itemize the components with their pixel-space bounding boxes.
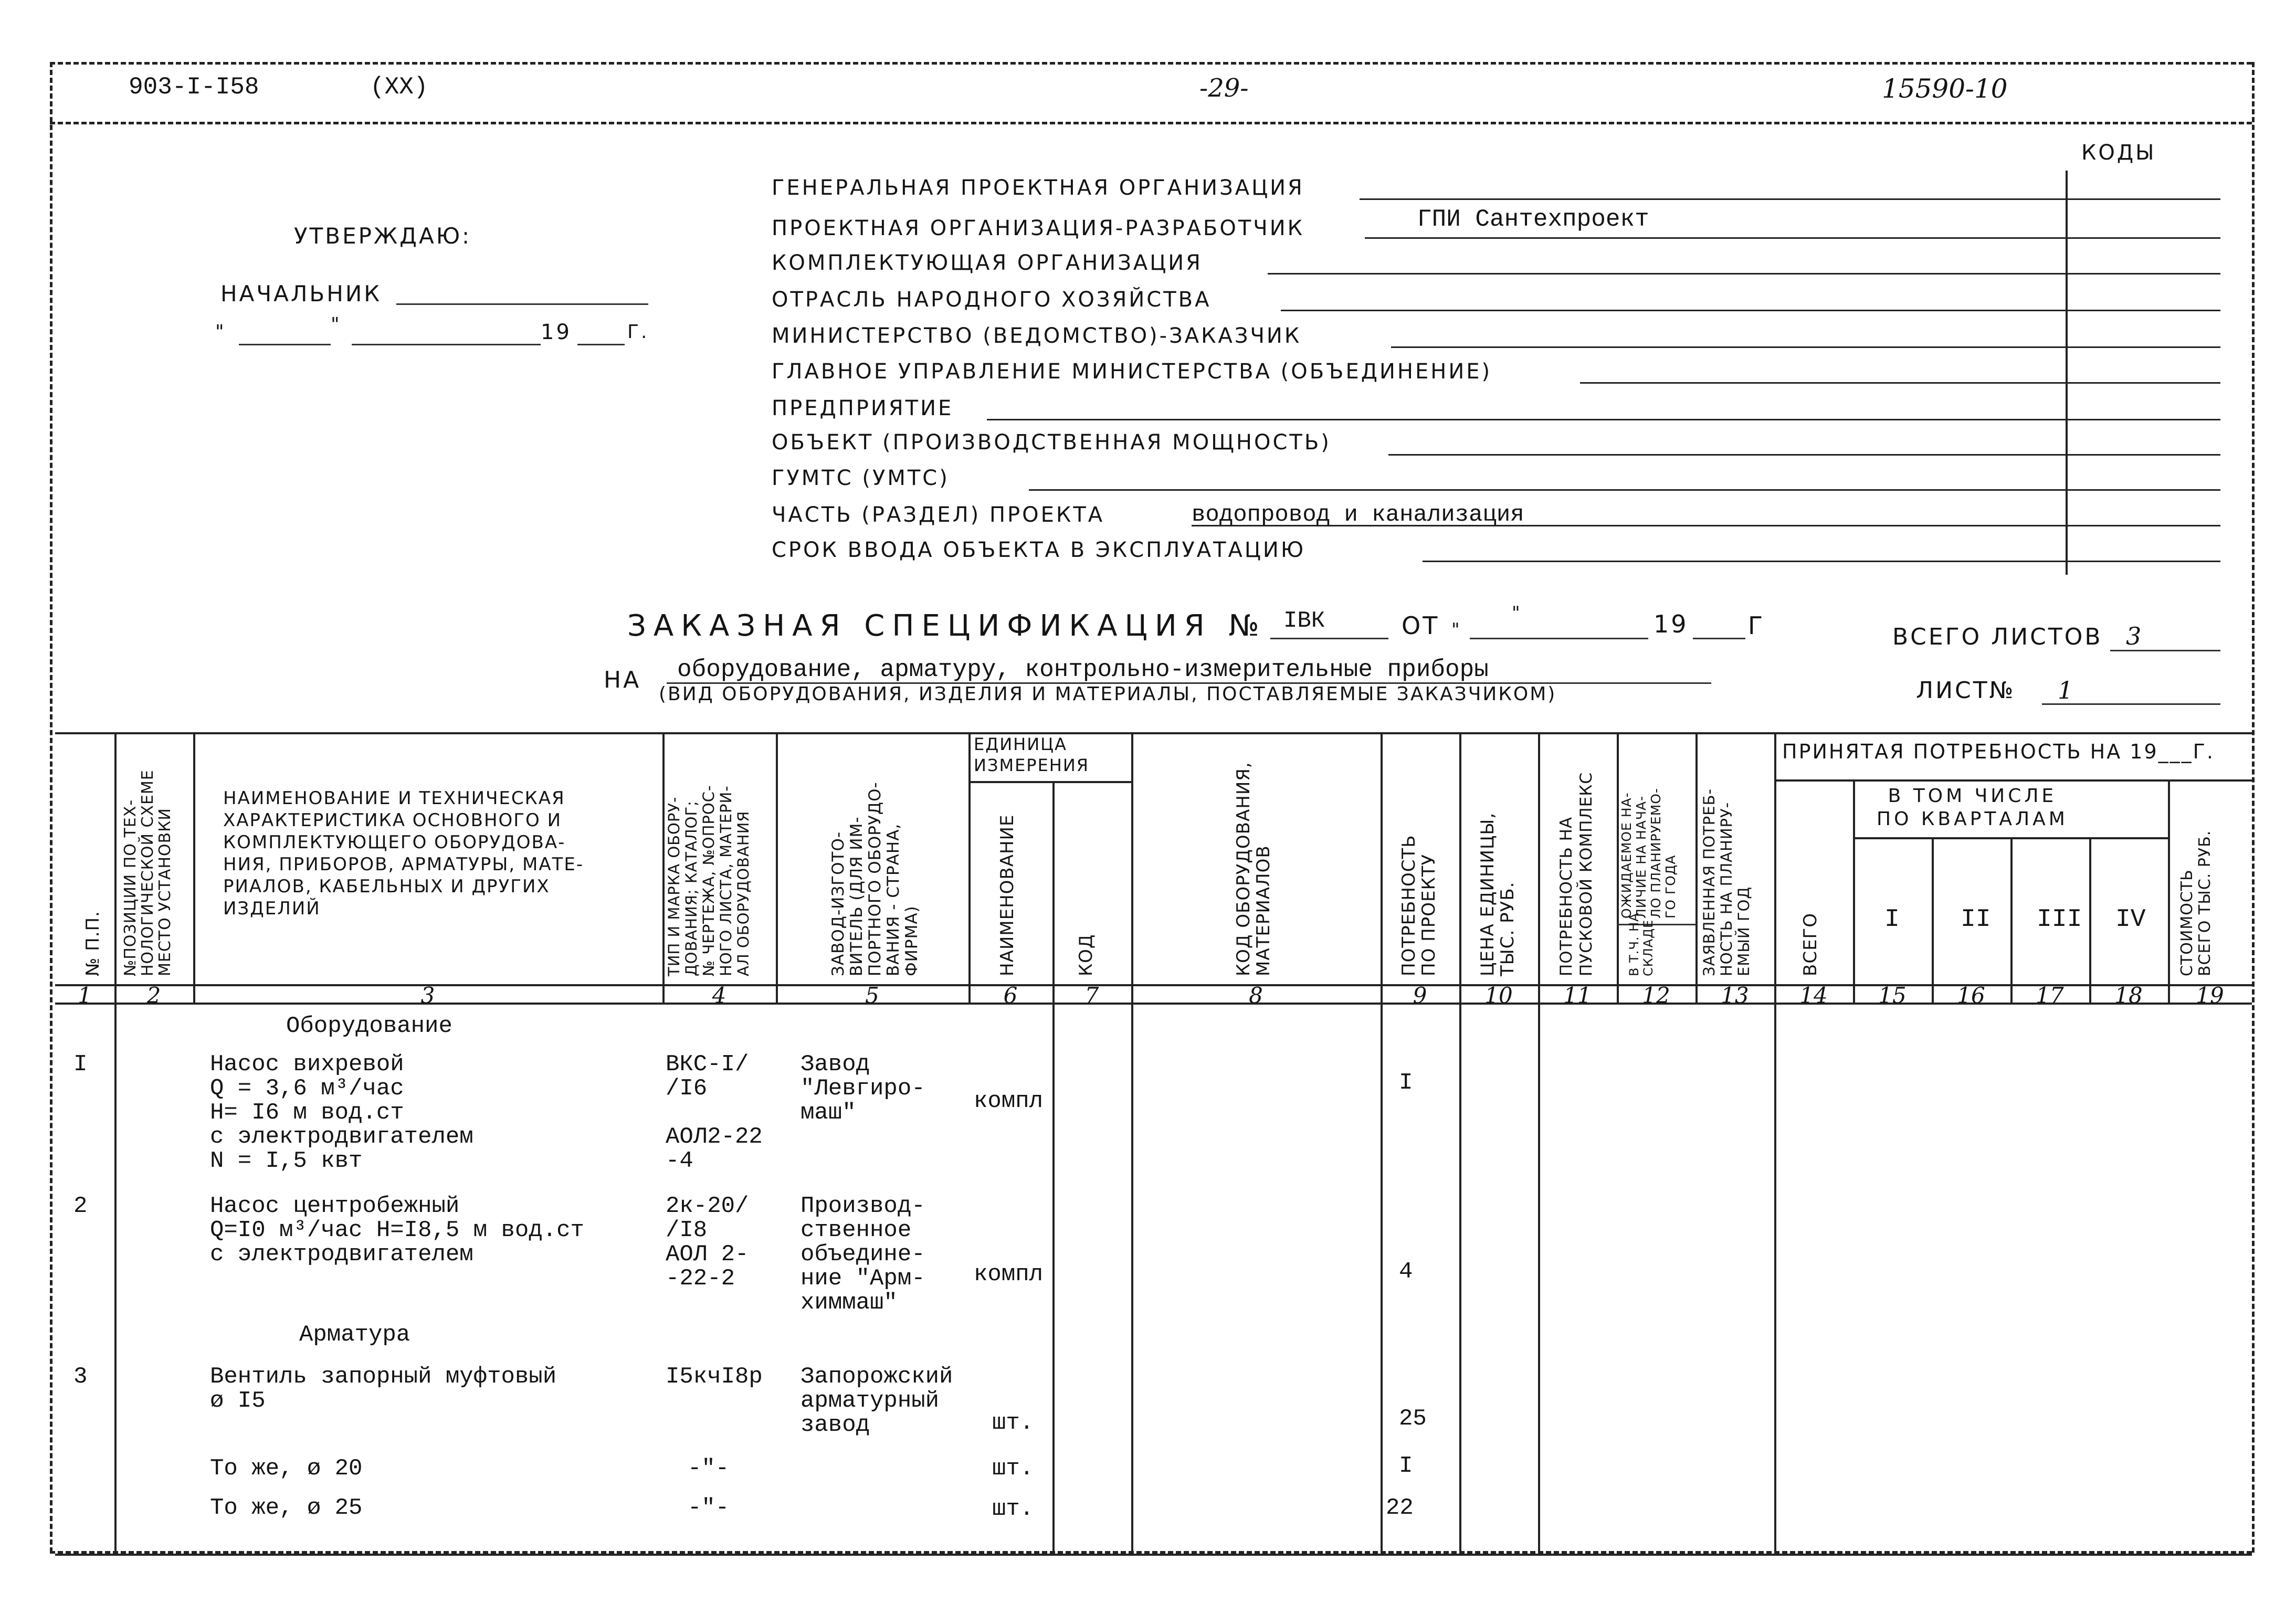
- field-ministry-label: МИНИСТЕРСТВО (ВЕДОМСТВО)-ЗАКАЗЧИК: [772, 324, 1302, 348]
- colnum-11: 11: [1563, 983, 1592, 1008]
- colnum-9: 9: [1413, 983, 1427, 1008]
- accepted-header-divider: [1774, 779, 2252, 782]
- row-3-quantity: 25: [1399, 1406, 1427, 1432]
- col-divider-2: [193, 732, 195, 1003]
- album-code: (XX): [370, 73, 428, 101]
- spec-subject-note: (ВИД ОБОРУДОВАНИЯ, ИЗДЕЛИЯ И МАТЕРИАЛЫ, ПОСТАВЛЯЕМЫЕ ЗАКАЗЧИКОМ): [659, 683, 1557, 705]
- row-2-unit: компл: [974, 1261, 1044, 1288]
- row-1-number: I: [73, 1051, 88, 1078]
- colnum-2: 2: [146, 983, 161, 1008]
- date-day-line: [239, 344, 331, 345]
- colnum-10: 10: [1484, 983, 1513, 1008]
- row-2-type: 2к-20/ /I8 АОЛ 2- -22-2: [666, 1193, 749, 1292]
- row-1-quantity: I: [1399, 1070, 1413, 1096]
- frame-top-border: [50, 62, 2252, 65]
- colnum-17: 17: [2036, 983, 2064, 1008]
- field-enterprise-line: [987, 419, 2220, 420]
- colnum-1: 1: [78, 983, 92, 1008]
- chief-label: НАЧАЛЬНИК: [220, 281, 382, 307]
- row-3-number: 3: [73, 1364, 88, 1390]
- header-c19: СТОИМОСТЬ ВСЕГО ТЫС. РУБ.: [2178, 830, 2214, 976]
- table-top-border: [55, 732, 2252, 734]
- date-year-line: [577, 344, 625, 345]
- date-year-prefix: 19: [541, 320, 572, 344]
- field-supplier-org-label: КОМПЛЕКТУЮЩАЯ ОРГАНИЗАЦИЯ: [772, 251, 1203, 275]
- spec-year-prefix: 19: [1653, 610, 1689, 638]
- col-divider-4: [776, 732, 778, 1003]
- header-q2: II: [1961, 905, 1991, 934]
- header-c13: ЗАЯВЛЕННАЯ ПОТРЕБ- НОСТЬ НА ПЛАНИРУ- ЕМЫЙ ГОД: [1700, 788, 1753, 976]
- header-c10: ЦЕНА ЕДИНИЦЫ, ТЫС. РУБ.: [1477, 812, 1518, 976]
- header-c5: ЗАВОД-ИЗГОТО- ВИТЕЛЬ (ДЛЯ ИМ- ПОРТНОГО ОБОРУДО- ВАНИЯ - СТРАНА, ФИРМА): [829, 782, 921, 976]
- field-object-label: ОБЪЕКТ (ПРОИЗВОДСТВЕННАЯ МОЩНОСТЬ): [772, 430, 1331, 455]
- field-project-part-label: ЧАСТЬ (РАЗДЕЛ) ПРОЕКТА: [772, 503, 1105, 527]
- header-unit: ЕДИНИЦА ИЗМЕРЕНИЯ: [974, 734, 1090, 775]
- col-divider-1: [114, 732, 117, 1554]
- row-2-number: 2: [73, 1193, 88, 1219]
- spec-title: ЗАКАЗНАЯ СПЕЦИФИКАЦИЯ №: [627, 609, 1267, 643]
- row-3-unit: шт.: [992, 1410, 1034, 1436]
- row-1-type: ВКС-I/ /I6 АОЛ2-22 -4: [666, 1051, 763, 1174]
- header-c8: КОД ОБОРУДОВАНИЯ, МАТЕРИАЛОВ: [1233, 762, 1274, 976]
- total-sheets-line: [2110, 650, 2220, 651]
- colnum-3: 3: [420, 983, 435, 1008]
- row-1-unit: компл: [974, 1088, 1044, 1114]
- header-c14: ВСЕГО: [1800, 912, 1821, 976]
- colnum-5: 5: [865, 983, 879, 1008]
- spec-date-open-quote: ": [1451, 619, 1462, 640]
- spec-number-line: [1270, 638, 1388, 639]
- colnum-4: 4: [712, 983, 726, 1008]
- header-c9: ПОТРЕБНОСТЬ ПО ПРОЕКТУ: [1398, 835, 1439, 976]
- col-divider-3: [662, 732, 665, 1003]
- header-c4: ТИП И МАРКА ОБОРУ- ДОВАНИЯ; КАТАЛОГ; № ЧЕРТЕЖА, №ОПРОС- НОГО ЛИСТА, МАТЕРИ- АЛ ОБОРУДОВАНИЯ: [665, 785, 752, 976]
- row-3-type: I5кчI8р: [666, 1364, 763, 1390]
- spec-from-label: ОТ: [1402, 611, 1440, 640]
- col-divider-8: [1381, 732, 1383, 1554]
- row-5-unit: шт.: [992, 1496, 1034, 1522]
- field-project-part-line: [1192, 525, 2220, 526]
- row-1-maker: Завод "Левгиро- маш": [801, 1051, 925, 1126]
- header-c1: № П.П.: [82, 911, 103, 976]
- codes-label: КОДЫ: [2081, 141, 2156, 165]
- colnum-7: 7: [1084, 983, 1099, 1008]
- spec-date-line: [1470, 638, 1648, 639]
- header-quarters: В ТОМ ЧИСЛЕ ПО КВАРТАЛАМ: [1877, 785, 2068, 830]
- row-5-name: То же, ø 25: [210, 1495, 363, 1521]
- colnum-8: 8: [1249, 983, 1263, 1008]
- header-c7: КОД: [1076, 934, 1097, 976]
- field-gumts-line: [1029, 489, 2220, 491]
- colnum-14: 14: [1799, 983, 1828, 1008]
- row-3-maker: Запорожский арматурный завод: [801, 1364, 953, 1438]
- field-developer-org-line: [1365, 237, 2220, 239]
- field-commissioning-line: [1423, 561, 2220, 562]
- col-divider-15: [1932, 837, 1934, 1003]
- total-sheets-label: ВСЕГО ЛИСТОВ: [1892, 624, 2103, 650]
- header-q4: IV: [2115, 905, 2146, 934]
- header-c6: НАИМЕНОВАНИЕ: [997, 814, 1018, 976]
- row-4-quantity: I: [1399, 1453, 1413, 1479]
- document-number: 15590-10: [1882, 73, 2008, 104]
- row-4-unit: шт.: [992, 1455, 1034, 1482]
- col-divider-18: [2168, 779, 2170, 1003]
- col-divider-9: [1459, 732, 1461, 1554]
- col-divider-13: [1774, 732, 1776, 1554]
- section-heading-fittings: Арматура: [299, 1322, 410, 1348]
- date-open-quote: ": [215, 321, 226, 343]
- colnum-12: 12: [1642, 983, 1670, 1008]
- section-heading-equipment: Оборудование: [286, 1013, 452, 1039]
- row-2-quantity: 4: [1399, 1259, 1413, 1285]
- col-divider-6: [1052, 781, 1055, 1554]
- spec-year-line: [1693, 638, 1745, 639]
- sheet-number-line: [2042, 703, 2220, 705]
- header-c2: №ПОЗИЦИИ ПО ТЕХ- НОЛОГИЧЕСКОЙ СХЕМЕ МЕСТО УСТАНОВКИ: [121, 769, 174, 976]
- date-close-quote: ": [331, 314, 342, 335]
- header-accepted: ПРИНЯТАЯ ПОТРЕБНОСТЬ НА 19___Г.: [1782, 740, 2215, 763]
- row-2-maker: Производ- ственное объедине- ние "Арм- химмаш": [801, 1193, 925, 1316]
- col-divider-17: [2089, 837, 2091, 1003]
- colnum-15: 15: [1878, 983, 1907, 1008]
- field-developer-org-value: ГПИ Сантехпроект: [1417, 206, 1649, 233]
- field-developer-org-label: ПРОЕКТНАЯ ОРГАНИЗАЦИЯ-РАЗРАБОТЧИК: [772, 216, 1305, 240]
- header-q1: I: [1884, 905, 1900, 934]
- field-project-part-value: водопровод и канализация: [1192, 502, 1524, 528]
- row-5-type: -"-: [688, 1495, 730, 1521]
- field-enterprise-label: ПРЕДПРИЯТИЕ: [772, 396, 954, 420]
- date-year-suffix: Г.: [627, 321, 649, 343]
- spec-date-close-quote: ": [1512, 603, 1522, 624]
- series-code: 903-I-I58: [129, 73, 259, 101]
- table-bottom-border: [55, 1554, 2252, 1556]
- date-month-line: [352, 344, 541, 345]
- row-5-quantity: 22: [1386, 1495, 1414, 1521]
- total-sheets-value: 3: [2126, 622, 2142, 650]
- spec-subject: оборудование, арматуру, контрольно-измерительные приборы: [677, 656, 1489, 683]
- header-c11: ПОТРЕБНОСТЬ НА ПУСКОВОЙ КОМПЛЕКС: [1557, 772, 1596, 976]
- header-c12-stock: В Т.Ч. НА СКЛАДЕ: [1627, 912, 1656, 976]
- field-main-directorate-label: ГЛАВНОЕ УПРАВЛЕНИЕ МИНИСТЕРСТВА (ОБЪЕДИНЕНИЕ): [772, 360, 1492, 384]
- spec-on-label: НА: [604, 667, 641, 693]
- page-number: -29-: [1199, 73, 1249, 103]
- field-industry-line: [1281, 310, 2220, 311]
- codes-column-divider: [2066, 171, 2068, 575]
- field-commissioning-label: СРОК ВВОДА ОБЪЕКТА В ЭКСПЛУАТАЦИЮ: [772, 538, 1306, 562]
- row-2-name: Насос центробежный Q=I0 м³/час H=I8,5 м вод.ст с электродвигателем: [210, 1193, 584, 1268]
- field-industry-label: ОТРАСЛЬ НАРОДНОГО ХОЗЯЙСТВА: [772, 288, 1212, 312]
- header-c12: ОЖИДАЕМОЕ НА- ЛИЧИЕ НА НАЧА- ЛО ПЛАНИРУЕМО- ГО ГОДА: [1619, 788, 1678, 919]
- header-c3: НАИМЕНОВАНИЕ И ТЕХНИЧЕСКАЯ ХАРАКТЕРИСТИКА ОСНОВНОГО И КОМПЛЕКТУЮЩЕГО ОБОРУДОВА- НИЯ, ПРИБОРОВ, АРМАТУРЫ, МАТЕ- РИАЛОВ, КАБЕЛЬНЫХ И ДРУГИХ ИЗДЕЛИЙ: [223, 788, 584, 919]
- row-4-type: -"-: [688, 1455, 730, 1482]
- sheet-number-label: ЛИСТ№: [1916, 677, 2016, 704]
- sheet-number-value: 1: [2058, 676, 2073, 704]
- colnum-19: 19: [2196, 983, 2224, 1008]
- chief-signature-line: [396, 303, 648, 305]
- colnum-18: 18: [2114, 983, 2143, 1008]
- spec-number: IВК: [1283, 608, 1325, 634]
- colnum-16: 16: [1957, 983, 1985, 1008]
- col-divider-12: [1695, 732, 1698, 1003]
- col-divider-7: [1131, 732, 1133, 1554]
- col-divider-5: [968, 732, 971, 1003]
- col-divider-14: [1853, 779, 1855, 1003]
- field-main-directorate-line: [1580, 382, 2220, 384]
- colnum-6: 6: [1003, 983, 1018, 1008]
- unit-header-divider: [968, 781, 1131, 783]
- field-supplier-org-line: [1268, 273, 2220, 275]
- approval-heading: УТВЕРЖДАЮ:: [294, 223, 472, 249]
- header-q3: III: [2037, 905, 2082, 934]
- row-4-name: То же, ø 20: [210, 1455, 363, 1482]
- field-ministry-line: [1391, 346, 2220, 348]
- row-1-name: Насос вихревой Q = 3,6 м³/час H= I6 м вод.ст с электродвигателем N = I,5 квт: [210, 1051, 473, 1174]
- frame-left-border: [50, 62, 52, 1553]
- quarters-header-divider: [1853, 837, 2168, 839]
- field-general-org-line: [1360, 198, 2220, 200]
- frame-right-border: [2252, 62, 2255, 1553]
- frame-header-divider: [50, 122, 2252, 124]
- col-divider-10: [1538, 732, 1540, 1554]
- field-object-line: [1388, 454, 2220, 456]
- col-divider-16: [2010, 837, 2013, 1003]
- field-gumts-label: ГУМТС (УМТС): [772, 466, 950, 490]
- colnum-13: 13: [1721, 983, 1749, 1008]
- spec-year-suffix: Г: [1748, 611, 1765, 640]
- row-3-name: Вентиль запорный муфтовый ø I5: [210, 1364, 557, 1414]
- field-general-org-label: ГЕНЕРАЛЬНАЯ ПРОЕКТНАЯ ОРГАНИЗАЦИЯ: [772, 176, 1304, 200]
